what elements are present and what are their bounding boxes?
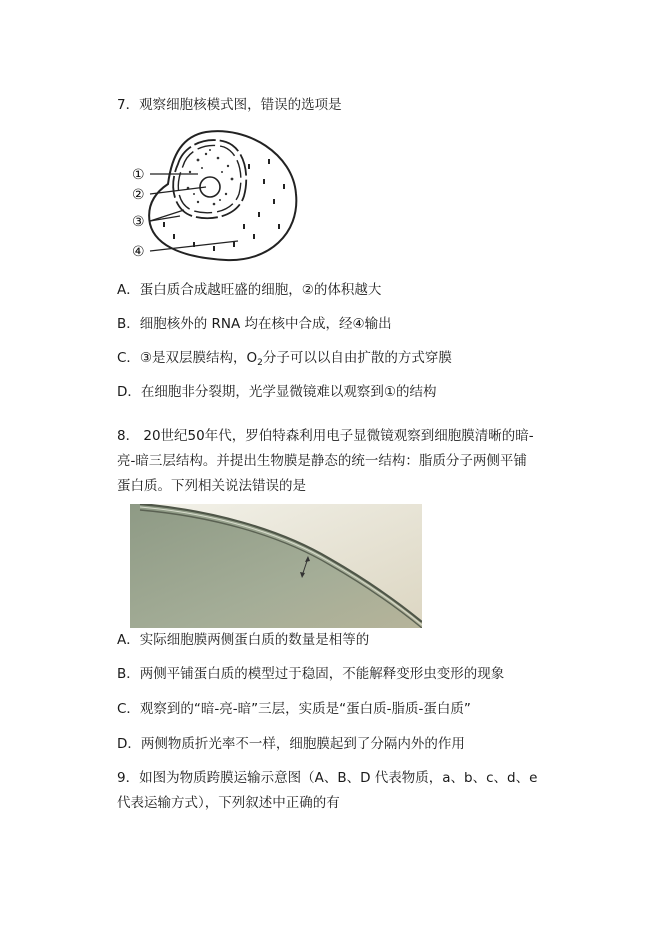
membrane-micrograph (130, 504, 422, 628)
q8-option-c: C．观察到的“暗-亮-暗”三层，实质是“蛋白质-脂质-蛋白质” (117, 701, 471, 717)
q8-option-a: A．实际细胞膜两侧蛋白质的数量是相等的 (117, 632, 370, 648)
cytoplasm-dots (163, 159, 285, 251)
figure-label-1: ① (132, 167, 145, 183)
figure-label-2: ② (132, 187, 145, 203)
q8-stem-line-3: 蛋白质。下列相关说法错误的是 (117, 478, 306, 494)
q7-option-a: A．蛋白质合成越旺盛的细胞，②的体积越大 (117, 282, 382, 298)
q9-stem-line-1: 9．如图为物质跨膜运输示意图（A、B、D 代表物质，a、b、c、d、e (117, 770, 538, 786)
q7-option-d: D．在细胞非分裂期，光学显微镜难以观察到①的结构 (117, 384, 437, 400)
q9-stem-line-2: 代表运输方式），下列叙述中正确的有 (117, 795, 340, 811)
q8-option-d: D．两侧物质折光率不一样，细胞膜起到了分隔内外的作用 (117, 736, 465, 752)
q7-stem: 7．观察细胞核模式图，错误的选项是 (117, 97, 342, 113)
q8-option-b: B．两侧平铺蛋白质的模型过于稳固，不能解释变形虫变形的现象 (117, 666, 505, 682)
q7-option-c: C．③是双层膜结构，$O_2$分子可以以自由扩散的方式穿膜 (117, 350, 452, 368)
figure-label-4: ④ (132, 244, 145, 260)
nucleus-diagram (128, 124, 308, 264)
q8-stem-line-2: 亮-暗三层结构。并提出生物膜是静态的统一结构：脂质分子两侧平铺 (117, 453, 527, 469)
q7-option-b: B．细胞核外的 RNA 均在核中合成，经④输出 (117, 316, 392, 332)
cell-outline (149, 131, 296, 260)
figure-label-3: ③ (132, 214, 145, 230)
q8-stem-line-1: 8． 20世纪50年代，罗伯特森利用电子显微镜观察到细胞膜清晰的暗- (117, 428, 534, 444)
